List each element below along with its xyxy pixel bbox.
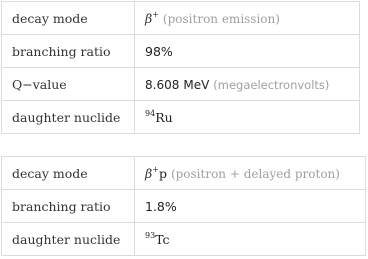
q-value: [135, 68, 360, 101]
decay-charge: +: [152, 164, 159, 174]
daughter-nuclide-value: [135, 101, 360, 134]
q-value-unit-note: (megaelectronvolts): [213, 77, 330, 92]
decay-mode-table-1: [1, 1, 360, 134]
q-value-number: 8.608: [145, 77, 180, 92]
element-symbol: Tc: [155, 231, 170, 247]
table-row: [2, 223, 366, 256]
row-label-daughter-nuclide: daughter nuclide: [2, 223, 135, 256]
table-row: [2, 35, 360, 68]
decay-mode-table-2: [1, 156, 366, 256]
row-label-branching-ratio: branching ratio: [2, 190, 135, 223]
branching-ratio-value: 98%: [135, 35, 360, 68]
decay-symbol: β: [145, 165, 153, 181]
table-row: [2, 101, 360, 134]
decay-mode-value: [135, 157, 366, 190]
decay-mode-note: (positron + delayed proton): [170, 166, 340, 181]
table-row: [2, 190, 366, 223]
mass-number: 94: [145, 108, 156, 118]
table-row: [2, 68, 360, 101]
table-row: [2, 2, 360, 35]
decay-symbol: β: [145, 10, 153, 26]
decay-mode-value: [135, 2, 360, 35]
decay-mode-note: (positron emission): [162, 11, 280, 26]
daughter-nuclide-value: [135, 223, 366, 256]
branching-ratio-value: 1.8%: [135, 190, 366, 223]
element-symbol: Ru: [155, 109, 173, 125]
row-label-q-value: Q−value: [2, 68, 135, 101]
row-label-decay-mode: decay mode: [2, 157, 135, 190]
mass-number: 93: [145, 230, 156, 240]
row-label-decay-mode: decay mode: [2, 2, 135, 35]
table-row: [2, 157, 366, 190]
row-label-daughter-nuclide: daughter nuclide: [2, 101, 135, 134]
row-label-branching-ratio: branching ratio: [2, 35, 135, 68]
decay-charge: +: [152, 9, 159, 19]
decay-particle: p: [158, 165, 167, 181]
q-value-unit: MeV: [183, 77, 210, 92]
